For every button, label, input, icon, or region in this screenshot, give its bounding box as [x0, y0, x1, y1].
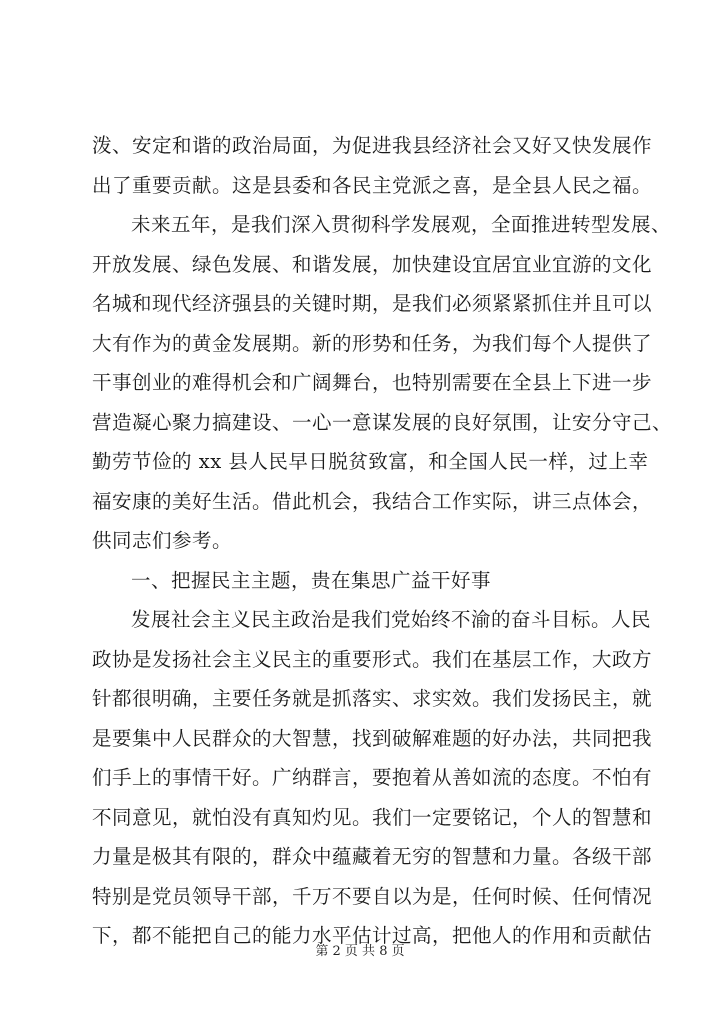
text-line: 特别是党员领导干部，千万不要自以为是，任何时候、任何情况 — [92, 884, 653, 908]
text-line: 出了重要贡献。这是县委和各民主党派之喜，是全县人民之福。 — [92, 173, 653, 197]
text-line: 勤劳节俭的 xx 县人民早日脱贫致富，和全国人民一样，过上幸 — [92, 450, 649, 473]
text-line: 不同意见，就怕没有真知灼见。我们一定要铭记，个人的智慧和 — [92, 805, 653, 829]
text-line: 名城和现代经济强县的关键时期，是我们必须紧紧抓住并且可以 — [92, 292, 653, 315]
text-line: 营造凝心聚力搞建设、一心一意谋发展的良好氛围，让安分守己、 — [92, 410, 673, 434]
document-body — [92, 126, 673, 956]
text-line: 针都很明确，主要任务就是抓落实、求实效。我们发扬民主，就 — [92, 687, 653, 710]
text-line: 发展社会主义民主政治是我们党始终不渝的奋斗目标。人民 — [131, 608, 652, 631]
text-line: 政协是发扬社会主义民主的重要形式。我们在基层工作，大政方 — [92, 647, 653, 671]
text-line: 福安康的美好生活。借此机会，我结合工作实际，讲三点体会， — [92, 489, 653, 513]
text-line: 供同志们参考。 — [92, 529, 233, 552]
text-line: 开放发展、绿色发展、和谐发展，加快建设宜居宜业宜游的文化 — [92, 252, 653, 276]
text-line: 下，都不能把自己的能力水平估计过高，把他人的作用和贡献估 — [92, 924, 653, 947]
text-line: 力量是极其有限的，群众中蕴藏着无穷的智慧和力量。各级干部 — [92, 845, 653, 868]
text-line: 是要集中人民群众的大智慧，找到破解难题的好办法，共同把我 — [92, 726, 653, 750]
page-number-footer: 第 2 页 共 8 页 — [315, 944, 405, 959]
text-line: 干事创业的难得机会和广阔舞台，也特别需要在全县上下进一步 — [92, 371, 653, 394]
text-line: 泼、安定和谐的政治局面，为促进我县经济社会又好又快发展作 — [92, 134, 653, 157]
text-line: 大有作为的黄金发展期。新的形势和任务，为我们每个人提供了 — [92, 331, 653, 355]
text-line: 们手上的事情干好。广纳群言，要抱着从善如流的态度。不怕有 — [92, 766, 653, 789]
section-heading: 一、把握民主主题，贵在集思广益干好事 — [131, 568, 492, 592]
text-line: 未来五年，是我们深入贯彻科学发展观，全面推进转型发展、 — [131, 213, 672, 236]
